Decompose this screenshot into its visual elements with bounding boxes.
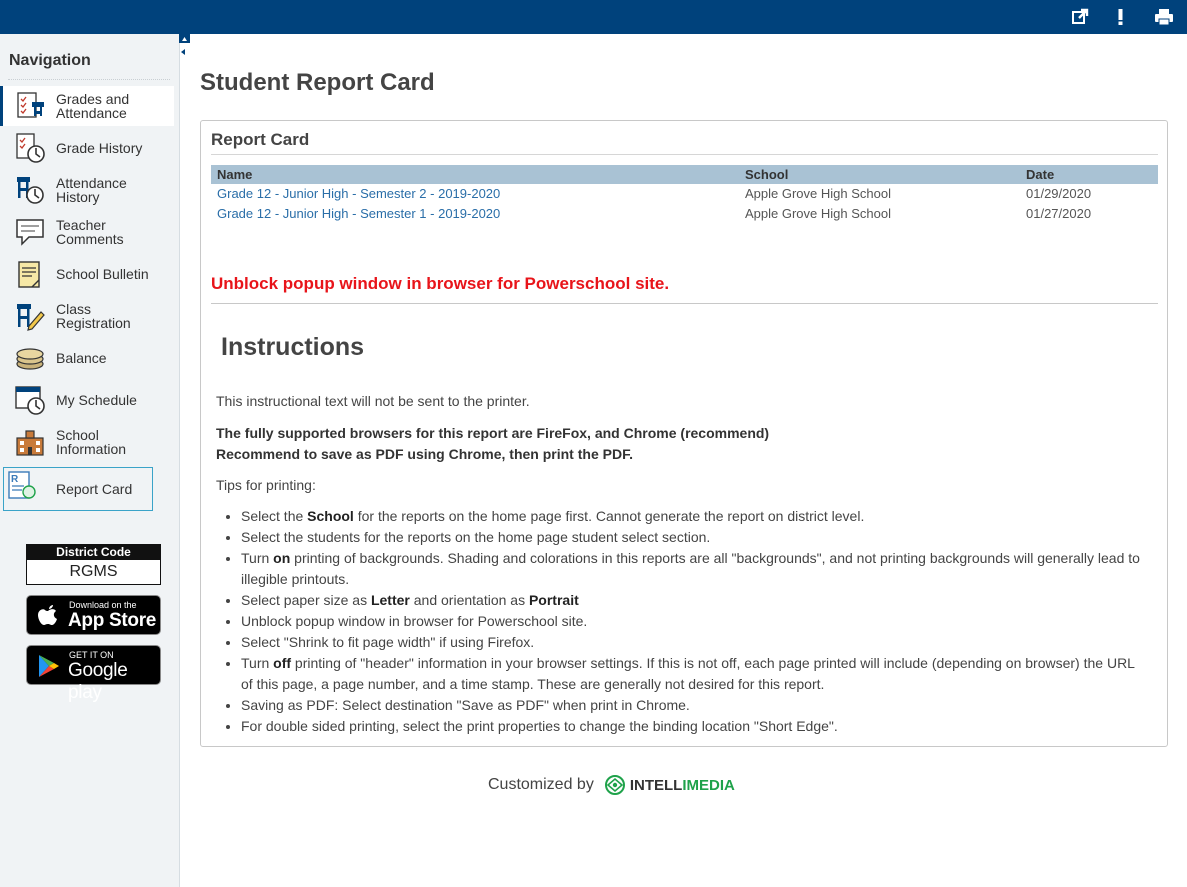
collapse-sidebar-toggle[interactable]	[176, 34, 190, 60]
list-item: • Unblock popup window in browser for Powerschool site.	[241, 611, 1141, 632]
recommend-pdf-text: Recommend to save as PDF using Chrome, then print the PDF.	[216, 446, 633, 462]
class-registration-icon	[14, 300, 46, 332]
sidebar-item-report-card[interactable]	[3, 467, 153, 511]
tips-heading: Tips for printing:	[216, 477, 316, 493]
intellimedia-logo-icon	[604, 774, 626, 796]
list-item: • Saving as PDF: Select destination "Save as PDF" when print in Chrome.	[241, 695, 1141, 716]
table-header	[211, 165, 1158, 184]
sidebar-item-balance[interactable]	[0, 338, 174, 378]
teacher-comments-icon	[14, 216, 46, 248]
google-play-small-text: GET IT ON	[69, 650, 114, 660]
nav-divider	[8, 79, 170, 80]
footer	[488, 773, 735, 797]
sidebar-item-my-schedule[interactable]	[0, 380, 174, 420]
list-item: • Turn off printing of "header" information in your browser settings. If this is not off, each page printed will include (depending on browser) the URL of this page, a page number, and a time stamp. These are generally not desired for this report.	[241, 653, 1141, 695]
sidebar-item-teacher-comments[interactable]	[0, 212, 174, 252]
sidebar-item-class-registration[interactable]	[0, 296, 174, 336]
top-bar	[0, 0, 1187, 34]
panel-title: Report Card	[211, 130, 310, 149]
list-item: • Select "Shrink to fit page width" if using Firefox.	[241, 632, 1141, 653]
grade-history-icon	[14, 132, 46, 164]
sidebar-item-attendance-history[interactable]	[0, 170, 174, 210]
sidebar-item-school-bulletin[interactable]	[0, 254, 174, 294]
app-store-badge[interactable]	[26, 595, 161, 635]
district-code-value: RGMS	[69, 563, 118, 580]
row-school: Apple Grove High School	[745, 206, 891, 221]
list-item: • Turn on printing of backgrounds. Shading and colorations in this reports are all "backgrounds", and not printing backgrounds will generally lead to illegible printouts.	[241, 548, 1141, 590]
sidebar-item-label: Report Card	[56, 481, 133, 497]
table-row	[211, 184, 1158, 204]
warning-divider	[211, 303, 1158, 304]
sidebar-item-label: My Schedule	[56, 392, 137, 408]
list-item: • Select the School for the reports on the home page first. Cannot generate the report on district level.	[241, 506, 1141, 527]
sidebar-item-label: Grade History	[56, 140, 143, 156]
my-schedule-icon	[14, 384, 46, 416]
sidebar-item-label: Attendance History	[56, 175, 127, 205]
row-school: Apple Grove High School	[745, 186, 891, 201]
printer-icon[interactable]	[1154, 8, 1174, 26]
alert-icon[interactable]	[1112, 8, 1130, 26]
page-title: Student Report Card	[200, 69, 435, 96]
report-card-icon	[6, 470, 38, 502]
google-play-icon	[35, 653, 61, 679]
report-link[interactable]: Grade 12 - Junior High - Semester 2 - 2019-2020	[217, 186, 501, 201]
table-row	[211, 204, 1158, 224]
apple-icon	[35, 603, 61, 629]
footer-prefix: Customized by	[488, 776, 594, 793]
sidebar-item-grade-history[interactable]	[0, 128, 174, 168]
sidebar-item-label: Balance	[56, 350, 107, 366]
list-item: • Select paper size as Letter and orientation as Portrait	[241, 590, 1141, 611]
app-store-small-text: Download on the	[69, 600, 137, 610]
school-information-icon	[14, 426, 46, 458]
supported-browsers-text: The fully supported browsers for this report are FireFox, and Chrome (recommend)	[216, 425, 770, 441]
instructions-title: Instructions	[221, 333, 365, 361]
district-code-header: District Code	[27, 545, 160, 560]
district-code-badge	[26, 544, 161, 585]
instructions-note: This instructional text will not be sent to the printer.	[216, 393, 530, 409]
attendance-history-icon	[14, 174, 46, 206]
balance-icon	[14, 342, 46, 374]
sidebar-item-label: School Information	[56, 427, 127, 457]
sidebar-item-label: Class Registration	[56, 301, 131, 331]
printing-tips-list	[241, 506, 1141, 737]
grades-attendance-icon	[15, 90, 47, 122]
popup-warning: Unblock popup window in browser for Powerschool site.	[211, 274, 670, 293]
google-play-badge[interactable]	[26, 645, 161, 703]
row-date: 01/29/2020	[1026, 186, 1092, 201]
sidebar-item-label: School Bulletin	[56, 266, 149, 282]
app-store-big-text: App Store	[68, 610, 157, 631]
external-link-icon[interactable]	[1071, 8, 1089, 26]
list-item: • For double sided printing, select the print properties to change the binding location "Short Edge".	[241, 716, 1141, 737]
report-card-panel	[200, 120, 1168, 747]
report-card-table	[211, 165, 1158, 224]
school-bulletin-icon	[14, 258, 46, 290]
sidebar-item-school-information[interactable]	[0, 422, 174, 462]
sidebar-item-label: Grades and Attendance	[56, 91, 130, 121]
sidebar	[0, 34, 180, 887]
row-date: 01/27/2020	[1026, 206, 1092, 221]
google-play-big-text: Google play	[68, 660, 128, 703]
sidebar-item-grades-attendance[interactable]	[0, 86, 174, 126]
column-header-name: Name	[217, 167, 253, 182]
intellimedia-brand[interactable]: INTELLIMEDIA	[629, 776, 735, 794]
column-header-date: Date	[1026, 167, 1055, 182]
report-link[interactable]: Grade 12 - Junior High - Semester 1 - 2019-2020	[217, 206, 501, 221]
list-item: • Select the students for the reports on the home page student select section.	[241, 527, 1141, 548]
sidebar-item-label: Teacher Comments	[56, 217, 124, 247]
svg-text:R: R	[11, 474, 19, 485]
panel-divider	[211, 154, 1158, 155]
nav-title: Navigation	[9, 52, 91, 69]
column-header-school: School	[745, 167, 789, 182]
